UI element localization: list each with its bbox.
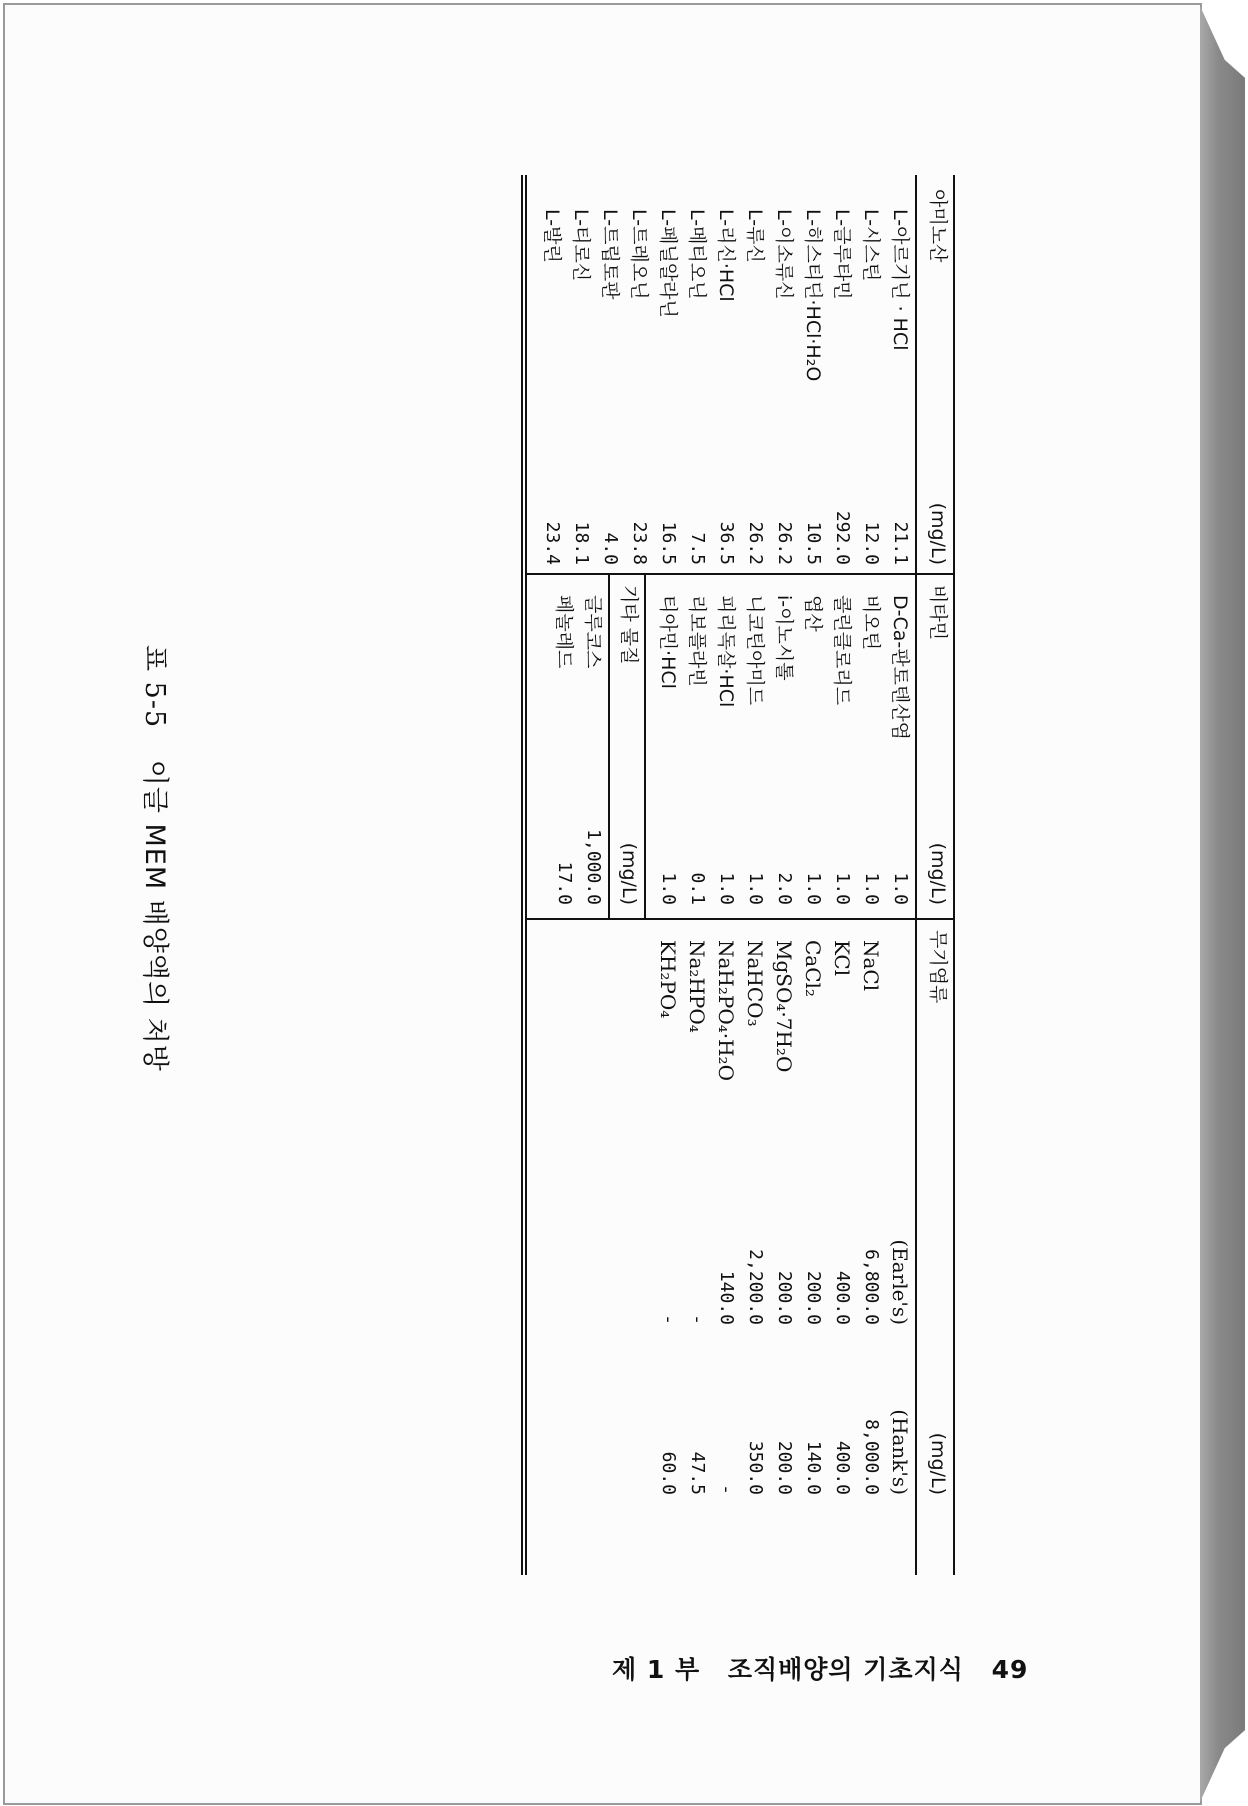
amino-name: L-시스틴 [860,209,882,282]
other-name: 페놀레드 [553,595,575,669]
other-top-rule [645,573,647,918]
inorganic-name: NaHCO₃ [743,940,767,1027]
vitamin-name: 니코틴아미드 [744,595,766,706]
table-content [525,175,955,1575]
hank-value: 400.0 [832,1440,853,1495]
hank-value: 140.0 [803,1440,824,1495]
amino-name: L-류신 [744,209,766,263]
col-divider-1 [525,573,955,575]
footer-title: 조직배양의 기초지식 [727,1655,964,1684]
amino-name: L-이소류신 [773,209,795,300]
other-name: 글루코스 [582,595,604,669]
vitamin-value: 1.0 [861,872,882,905]
header-rule [916,175,918,1575]
vitamin-value: 1.0 [716,872,737,905]
vitamin-value: 1.0 [832,872,853,905]
hank-value: 8,000.0 [861,1419,882,1495]
amino-value: 7.5 [687,532,708,565]
inorganic-name: MgSO₄·7H₂O [772,940,796,1073]
other-unit: (mg/L) [618,842,640,905]
amino-name: L-히스티딘·HCl·H₂O [802,209,824,382]
inorganic-name: CaCl₂ [801,940,825,997]
earle-value: 400.0 [832,1270,853,1325]
vitamin-name: 비오틴 [860,595,882,651]
vitamin-header: 비타민 [927,585,949,641]
vitamin-unit: (mg/L) [927,842,949,905]
amino-value: 23.8 [629,521,650,565]
vitamin-name: D-Ca-판토텐산염 [889,595,911,741]
other-header: 기타 물질 [618,585,640,665]
amino-header: 아미노산 [927,189,949,263]
vitamin-value: 1.0 [890,872,911,905]
vitamin-name: i-이노시톨 [773,595,795,681]
amino-name: L-페닐알라닌 [657,209,679,318]
inorganic-unit: (mg/L) [927,1432,949,1495]
inorganic-name: KH₂PO₄ [656,940,680,1019]
earle-value: 200.0 [803,1270,824,1325]
inorganic-header: 무기염류 [927,930,949,1004]
earle-value: 200.0 [774,1270,795,1325]
earle-value: 6,800.0 [861,1249,882,1325]
amino-name: L-리신·HCl [715,209,737,302]
earle-col-header: (Earle's) [888,1239,912,1325]
inorganic-name: NaCl [859,940,883,992]
amino-value: 21.1 [890,521,911,565]
table-top-rule [953,175,955,1575]
page-edge-shadow [1200,6,1245,1802]
table-bottom-rule [525,175,527,1575]
earle-value: - [658,1314,679,1325]
amino-name: L-트레오닌 [628,209,650,300]
vitamin-name: 피리독살·HCl [715,595,737,708]
hank-value: - [716,1484,737,1495]
vitamin-name: 리보플라빈 [686,595,708,687]
amino-value: 10.5 [803,521,824,565]
other-value: 1,000.0 [583,829,604,905]
amino-name: L-티로신 [570,209,592,282]
amino-value: 16.5 [658,521,679,565]
table-caption [138,645,177,1072]
hank-value: 200.0 [774,1440,795,1495]
amino-value: 18.1 [571,521,592,565]
caption-label: 표 5-5 [139,645,170,729]
amino-value: 26.2 [774,521,795,565]
hank-value: 47.5 [687,1451,708,1495]
hank-col-header: (Hank's) [888,1409,912,1495]
vitamin-value: 2.0 [774,872,795,905]
other-value: 17.0 [554,861,575,905]
vitamin-value: 1.0 [803,872,824,905]
footer-part: 제 1 부 [612,1655,701,1684]
rotated-table-block [135,175,955,1715]
amino-name: L-아르기닌 · HCl [889,209,911,351]
page-footer [612,1650,1046,1686]
inorganic-name: KCl [830,940,854,977]
amino-value: 26.2 [745,521,766,565]
amino-value: 12.0 [861,521,882,565]
amino-unit: (mg/L) [927,502,949,565]
hank-value: 60.0 [658,1451,679,1495]
caption-title: 이글 MEM 배양액의 처방 [139,759,170,1072]
amino-name: L-글루타민 [831,209,853,300]
amino-value: 4.0 [600,532,621,565]
footer-page-number: 49 [991,1655,1029,1684]
amino-value: 23.4 [542,521,563,565]
inorganic-name: NaH₂PO₄·H₂O [714,940,738,1081]
amino-name: L-메티오닌 [686,209,708,300]
vitamin-value: 0.1 [687,872,708,905]
hank-value: 350.0 [745,1440,766,1495]
amino-value: 292.0 [832,510,853,565]
amino-name: L-발린 [541,209,563,263]
amino-value: 36.5 [716,521,737,565]
vitamin-value: 1.0 [745,872,766,905]
vitamin-value: 1.0 [658,872,679,905]
col-divider-2 [525,918,955,920]
amino-name: L-트립토판 [599,209,621,300]
inorganic-name: Na₂HPO₄ [685,940,709,1033]
vitamin-name: 엽산 [802,595,824,632]
earle-value: 2,200.0 [745,1249,766,1325]
vitamin-name: 콜린클로리드 [831,595,853,706]
earle-value: - [687,1314,708,1325]
earle-value: 140.0 [716,1270,737,1325]
vitamin-name: 티아민·HCl [657,595,679,689]
other-header-rule [609,573,611,918]
